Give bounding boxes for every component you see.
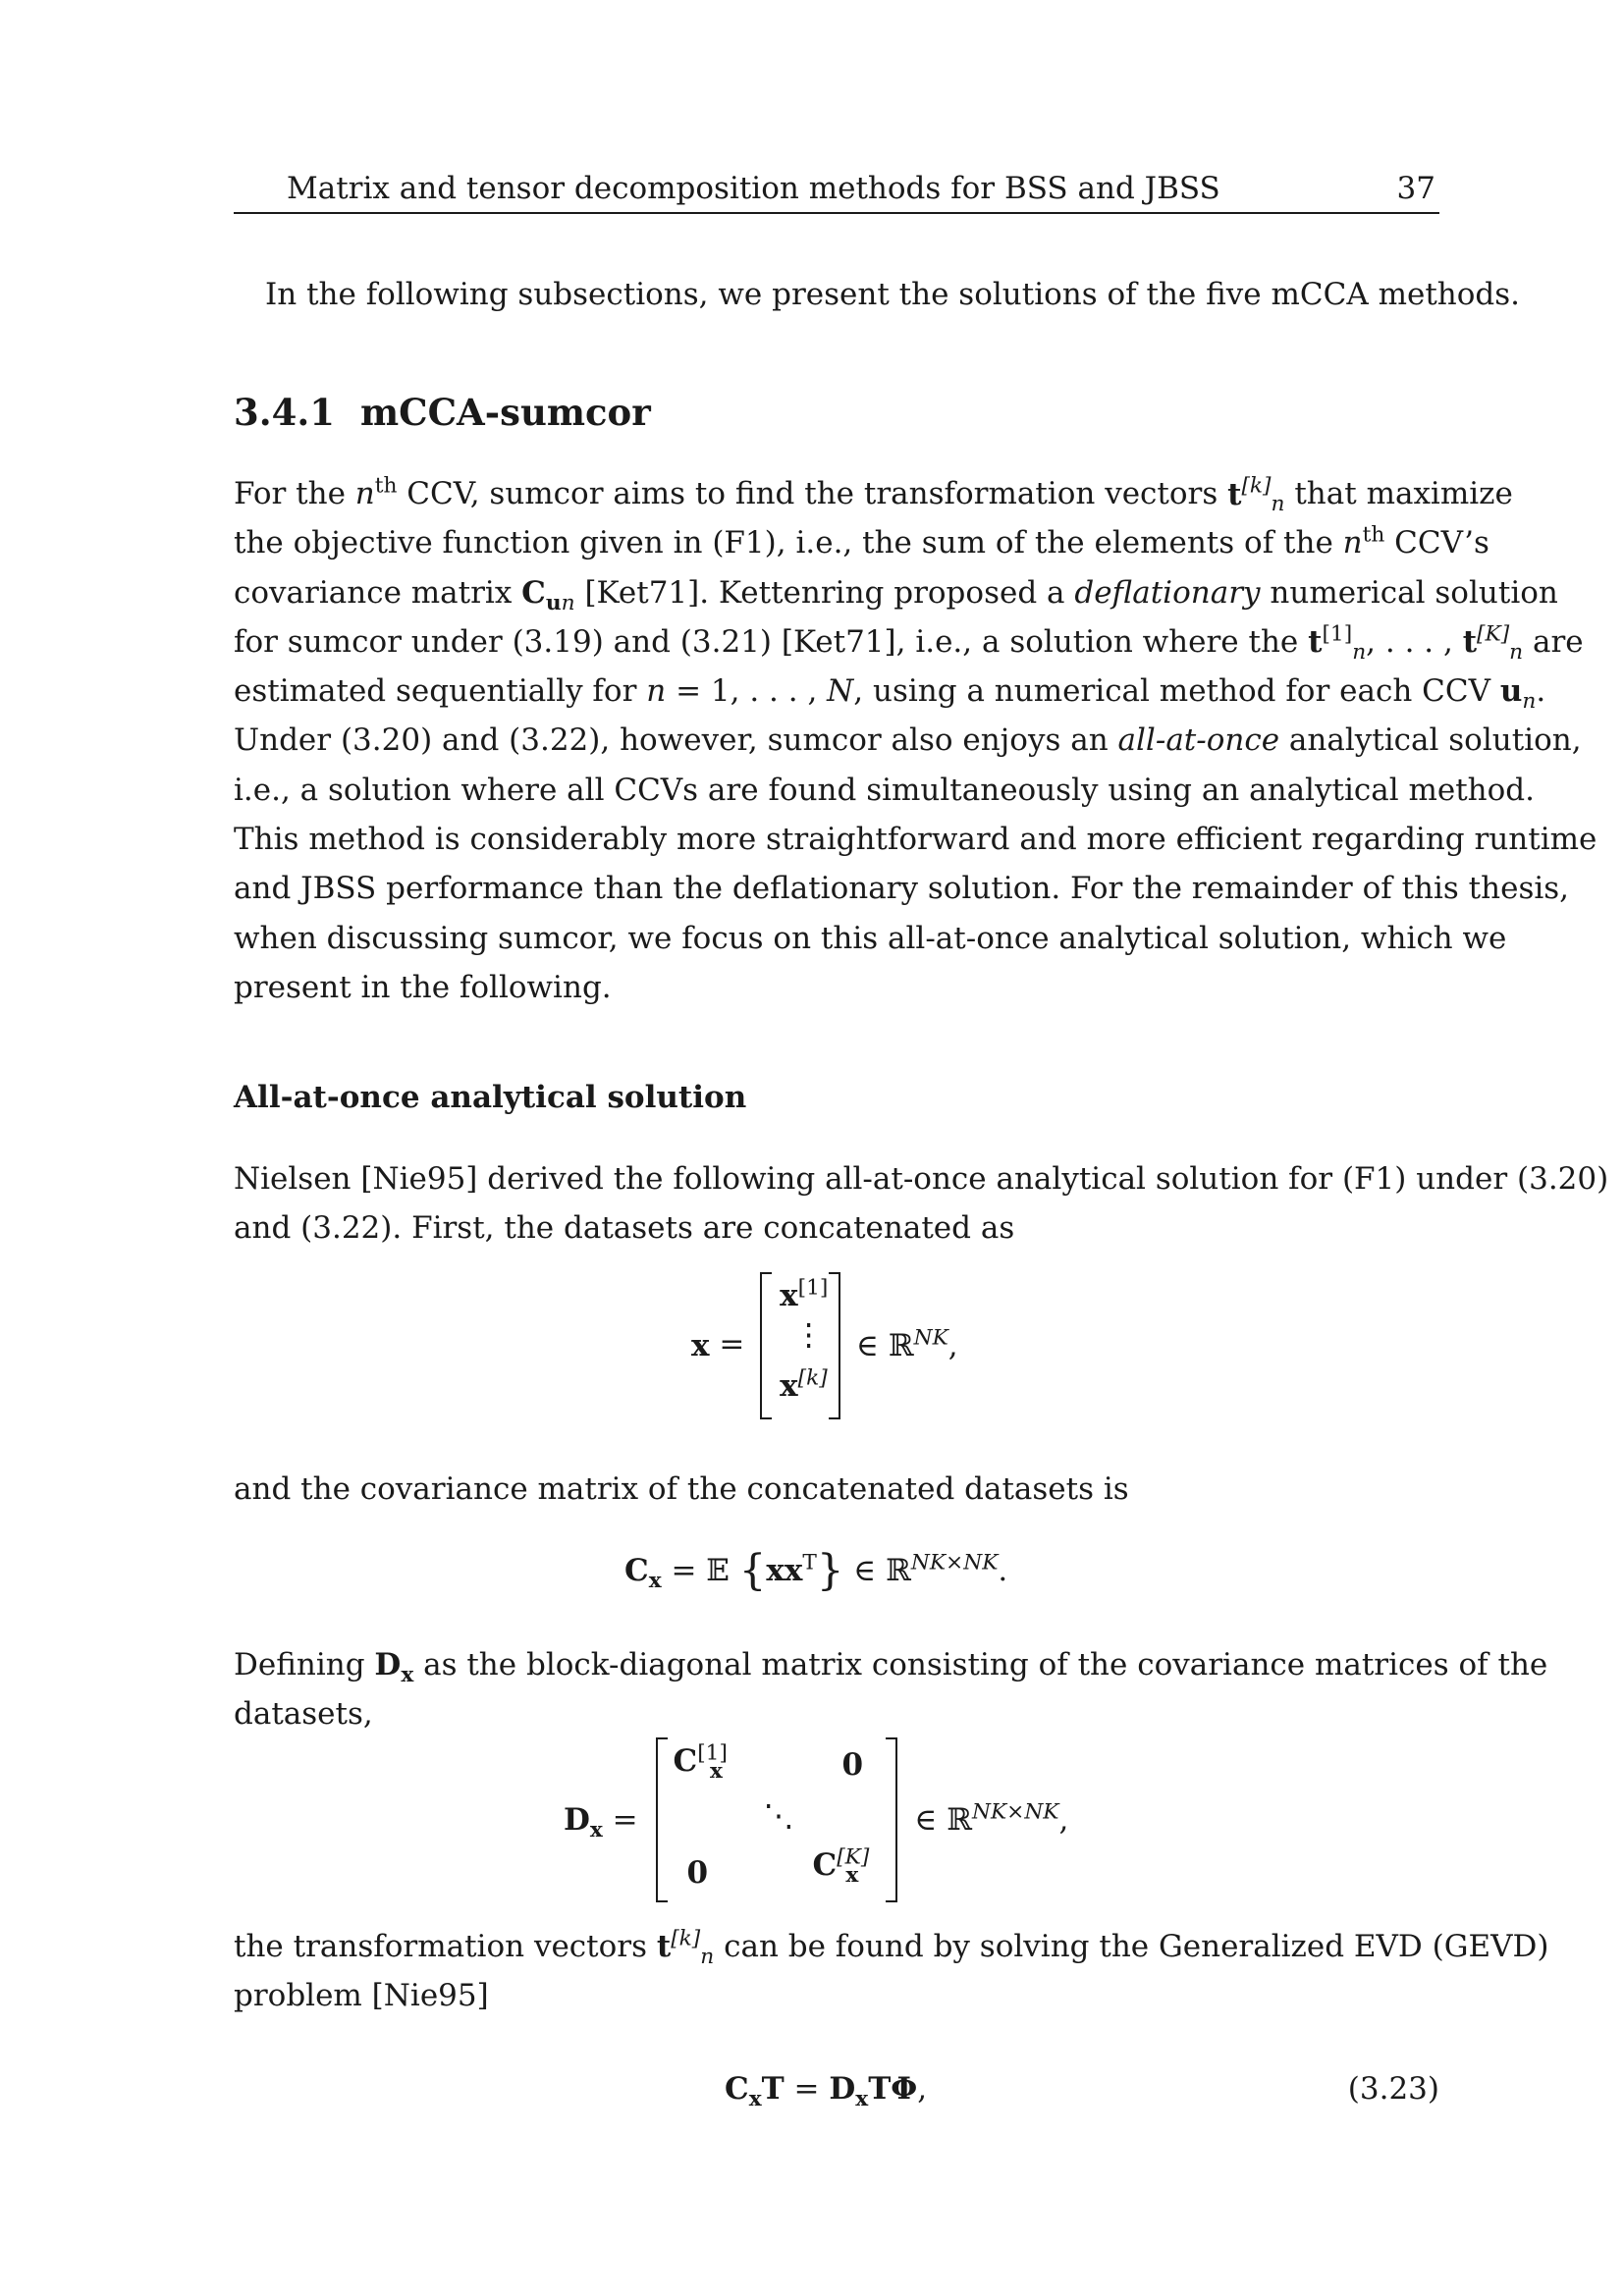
p1-line-6: Under (3.20) and (3.22), however, sumcor also enjoys an all-at-once analytical solution,	[234, 722, 1582, 759]
block-diagonal-matrix: $C[1]_x$ 0 ⋱ 0 $C[K]_x$	[656, 1737, 897, 1902]
p4-line-2: datasets,	[234, 1696, 373, 1733]
p1-line-8: This method is considerably more straightforward and more efficient regarding runtime	[234, 822, 1597, 858]
p1-line-1: For the $n^{th}$ CCV, sumcor aims to find the transformation vectors $t[k]_n$ that maximize	[234, 473, 1513, 517]
p1-line-10: when discussing sumcor, we focus on this all-at-once analytical solution, which we	[234, 920, 1507, 956]
paragraph-covariance: and the covariance matrix of the concatenated datasets is	[234, 1471, 1129, 1507]
paragraph-gevd	[234, 1922, 1549, 2021]
subsection-heading: All-at-once analytical solution	[234, 1080, 747, 1115]
p5-line-2: problem [Nie95]	[234, 1978, 489, 2014]
p1-line-5: estimated sequentially for n = 1, . . . , N, using a numerical method for each CCV $u_n$.	[234, 673, 1546, 715]
equation-number: (3.23)	[1347, 2071, 1439, 2107]
p2-line-1: Nielsen [Nie95] derived the following all-at-once analytical solution for (F1) under (3.20)	[234, 1161, 1609, 1197]
paragraph-block-diagonal	[234, 1640, 1548, 1739]
equation-gevd: $C_xT = D_xT\Phi$,	[725, 2071, 928, 2112]
p1-line-11: present in the following.	[234, 969, 612, 1005]
p1-line-9: and JBSS performance than the deflationary solution. For the remainder of this thesis,	[234, 871, 1570, 907]
p1-line-3: covariance matrix $C_{un}$ [Ket71]. Kettenring proposed a deflationary numerical solution	[234, 574, 1558, 615]
p1-line-4: for sumcor under (3.19) and (3.21) [Ket71], i.e., a solution where the $t[1]_n$, . . . , $t[K]_n$ are	[234, 621, 1584, 666]
intro-paragraph: In the following subsections, we present the solutions of the five mCCA methods.	[265, 277, 1521, 312]
section-title: mCCA-sumcor	[360, 391, 651, 434]
paragraph-nielsen	[234, 1154, 1609, 1254]
p1-line-2: the objective function given in (F1), i.e., the sum of the elements of the $n^{th}$ CCV’s	[234, 522, 1489, 561]
equation-covariance: $C_x$ = 𝔼 $\{xx^T\}$ ∈ ℝ$^{NK\times NK}$.	[624, 1546, 1008, 1595]
p2-line-2: and (3.22). First, the datasets are concatenated as	[234, 1210, 1015, 1247]
section-heading	[234, 391, 651, 434]
page-number: 37	[1396, 171, 1435, 206]
header-title: Matrix and tensor decomposition methods for BSS and JBSS	[287, 171, 1220, 206]
concat-matrix: x[1] ⋮ x[k]	[760, 1272, 840, 1419]
p4-line-1: Defining $D_x$ as the block-diagonal matrix consisting of the covariance matrices of the	[234, 1647, 1548, 1688]
equation-block-diagonal: $D_x$ = $C[1]_x$ 0 ⋱ 0 $C[K]_x$ ∈ ℝ$^{NK\times NK}$,	[564, 1737, 1068, 1902]
paragraph-sumcor	[234, 469, 1597, 1012]
p5-line-1: the transformation vectors $t[k]_n$ can be found by solving the Generalized EVD (GEVD)	[234, 1926, 1549, 1970]
running-header	[234, 165, 1439, 214]
section-number: 3.4.1	[234, 391, 335, 434]
equation-concatenation: x = x[1] ⋮ x[k] ∈ ℝ$^{NK}$,	[691, 1272, 958, 1419]
p1-line-7: i.e., a solution where all CCVs are found simultaneously using an analytical method.	[234, 772, 1535, 808]
